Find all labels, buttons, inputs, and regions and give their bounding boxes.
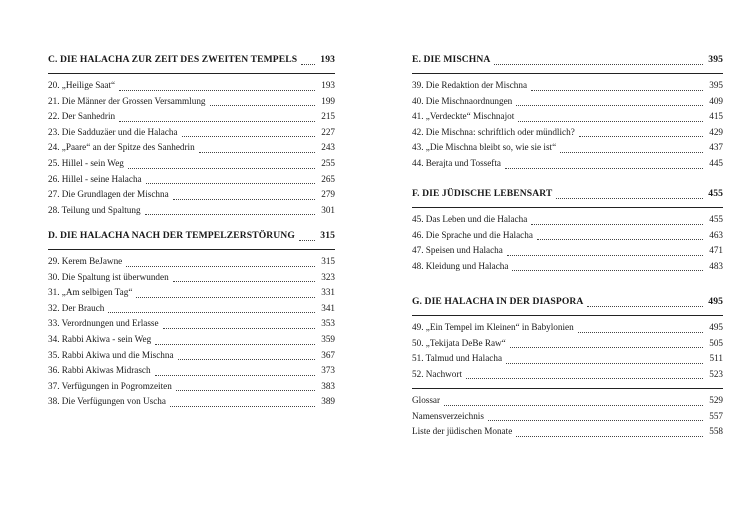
heading-label: D. DIE HALACHA NACH DER TEMPELZERSTÖRUNG	[48, 230, 295, 241]
toc-entry	[48, 316, 335, 332]
heading-label: G. DIE HALACHA IN DER DIASPORA	[412, 296, 584, 307]
leader-dots	[488, 419, 703, 421]
toc-entry	[48, 363, 335, 379]
section-heading	[412, 186, 723, 202]
entry-label: 36. Rabbi Akiwas Midrasch	[48, 365, 151, 376]
entry-page: 429	[709, 126, 723, 137]
toc-entry	[412, 243, 723, 259]
entry-page: 323	[321, 271, 335, 282]
entry-page: 373	[321, 365, 335, 376]
heading-page: 455	[708, 188, 723, 199]
entry-label: 35. Rabbi Akiwa und die Mischna	[48, 349, 174, 360]
section-heading	[412, 52, 723, 68]
entry-label: 49. „Ein Tempel im Kleinen“ in Babylonien	[412, 322, 574, 332]
leader-dots	[173, 198, 315, 200]
section-rule	[48, 73, 335, 74]
entry-label: 21. Die Männer der Grossen Versammlung	[48, 95, 206, 106]
entry-label: 28. Teilung und Spaltung	[48, 204, 141, 215]
leader-dots	[199, 151, 315, 153]
entry-label: 33. Verordnungen und Erlasse	[48, 318, 159, 329]
leader-dots	[145, 213, 315, 215]
leader-dots	[136, 296, 315, 298]
section-g	[412, 294, 723, 310]
heading-label: F. DIE JÜDISCHE LEBENSART	[412, 188, 553, 199]
entry-page: 495	[709, 322, 723, 332]
entry-page: 367	[321, 349, 335, 360]
toc-entry	[48, 301, 335, 317]
entry-label: Namensverzeichnis	[412, 410, 484, 421]
toc-entry	[48, 187, 335, 203]
toc-entry	[48, 203, 335, 219]
entry-page: 557	[709, 410, 723, 421]
toc-entry	[48, 332, 335, 348]
leader-dots	[146, 182, 315, 184]
leader-dots	[178, 358, 315, 360]
leader-dots	[516, 104, 703, 106]
toc-entry	[412, 212, 723, 228]
entry-label: 40. Die Mischnaordnungen	[412, 95, 513, 106]
entry-label: 48. Kleidung und Halacha	[412, 260, 509, 271]
entry-page: 437	[709, 142, 723, 153]
section-rule	[48, 249, 335, 250]
entry-label: 24. „Paare“ an der Spitze des Sanhedrin	[48, 142, 195, 153]
entry-label: 50. „Tekijata DeBe Raw“	[412, 337, 506, 348]
toc-entry	[48, 285, 335, 301]
leader-dots	[537, 238, 703, 240]
toc-entry	[412, 409, 723, 425]
entry-page: 529	[709, 395, 723, 405]
entry-label: 34. Rabbi Akiwa - sein Weg	[48, 333, 152, 344]
leader-dots	[507, 254, 703, 256]
section-c-entries	[48, 78, 335, 218]
section-e	[412, 52, 723, 68]
leader-dots	[512, 269, 703, 271]
entry-page: 193	[321, 80, 335, 90]
entry-page: 265	[321, 173, 335, 184]
toc-entry	[48, 172, 335, 188]
leader-dots	[155, 374, 315, 376]
leader-dots	[170, 405, 315, 407]
section-rule	[412, 73, 723, 74]
heading-page: 315	[320, 230, 335, 241]
section-heading	[48, 52, 335, 68]
heading-page: 495	[708, 296, 723, 307]
toc-entry	[412, 336, 723, 352]
leader-dots	[108, 311, 315, 313]
toc-entry	[412, 125, 723, 141]
right-page	[375, 0, 750, 530]
entry-label: 22. Der Sanhedrin	[48, 111, 116, 122]
leader-dots	[516, 435, 703, 437]
entry-page: 353	[321, 318, 335, 329]
heading-label: C. DIE HALACHA ZUR ZEIT DES ZWEITEN TEMPELS	[48, 54, 298, 65]
entry-page: 331	[321, 287, 335, 298]
section-heading	[412, 294, 723, 310]
toc-entry	[412, 351, 723, 367]
leader-dots	[531, 223, 703, 225]
toc-entry	[48, 109, 335, 125]
entry-label: 20. „Heilige Saat“	[48, 80, 116, 90]
toc-entry	[412, 78, 723, 94]
leader-dots	[466, 377, 703, 379]
leader-dots	[119, 89, 315, 91]
toc-entry	[412, 94, 723, 110]
entry-label: 44. Berajta und Tossefta	[412, 157, 501, 168]
entry-page: 395	[709, 80, 723, 90]
entry-label: 38. Die Verfügungen von Uscha	[48, 396, 166, 407]
entry-label: 32. Der Brauch	[48, 302, 105, 313]
leader-dots	[163, 327, 315, 329]
toc-entry	[412, 424, 723, 440]
leader-dots	[587, 305, 703, 307]
toc-entry	[412, 109, 723, 125]
entry-page: 359	[321, 333, 335, 344]
leader-dots	[444, 404, 703, 406]
entry-page: 409	[709, 95, 723, 106]
toc-entry	[412, 367, 723, 383]
entry-label: 43. „Die Mischna bleibt so, wie sie ist“	[412, 142, 557, 153]
leader-dots	[578, 331, 703, 333]
entry-label: 52. Nachwort	[412, 368, 463, 379]
leader-dots	[518, 120, 703, 122]
section-d-entries	[48, 254, 335, 410]
section-g-entries	[412, 320, 723, 382]
toc-entry	[48, 254, 335, 270]
entry-page: 315	[321, 256, 335, 266]
leader-dots	[210, 104, 315, 106]
section-f	[412, 186, 723, 202]
entry-page: 523	[709, 368, 723, 379]
toc-entry	[48, 140, 335, 156]
section-d	[48, 228, 335, 244]
toc-entry	[412, 156, 723, 172]
entry-page: 215	[321, 111, 335, 122]
entry-label: 51. Talmud und Halacha	[412, 353, 503, 364]
toc-entry	[412, 228, 723, 244]
section-f-entries	[412, 212, 723, 274]
entry-page: 445	[709, 157, 723, 168]
toc-entry	[48, 348, 335, 364]
toc-entry	[48, 270, 335, 286]
leader-dots	[505, 167, 703, 169]
entry-page: 415	[709, 111, 723, 122]
leader-dots	[176, 389, 315, 391]
entry-page: 255	[321, 157, 335, 168]
toc-entry	[412, 140, 723, 156]
entry-label: 39. Die Redaktion der Mischna	[412, 80, 528, 90]
entry-page: 483	[709, 260, 723, 271]
toc-entry	[412, 259, 723, 275]
entry-page: 505	[709, 337, 723, 348]
section-c	[48, 52, 335, 68]
leader-dots	[128, 167, 315, 169]
heading-page: 193	[320, 54, 335, 65]
entry-label: Liste der jüdischen Monate	[412, 426, 513, 437]
section-rule	[412, 207, 723, 208]
entry-page: 558	[709, 426, 723, 437]
toc-entry	[48, 394, 335, 410]
section-heading	[48, 228, 335, 244]
entry-label: 30. Die Spaltung ist überwunden	[48, 271, 169, 282]
section-rule	[412, 315, 723, 316]
entry-page: 389	[321, 396, 335, 407]
entry-label: 42. Die Mischna: schriftlich oder mündlich?	[412, 126, 575, 137]
section-rule	[412, 388, 723, 389]
toc-entry	[48, 379, 335, 395]
leader-dots	[531, 89, 703, 91]
entry-page: 279	[321, 189, 335, 200]
leader-dots	[155, 343, 315, 345]
entry-label: 29. Kerem BeJawne	[48, 256, 123, 266]
toc-entry	[48, 78, 335, 94]
heading-page: 395	[708, 54, 723, 65]
appendix-entries	[412, 393, 723, 440]
toc-entry	[412, 393, 723, 409]
toc-entry	[48, 94, 335, 110]
entry-page: 341	[321, 302, 335, 313]
entry-label: 47. Speisen und Halacha	[412, 245, 503, 256]
entry-label: 27. Die Grundlagen der Mischna	[48, 189, 169, 200]
toc-entry	[48, 125, 335, 141]
leader-dots	[510, 346, 703, 348]
leader-dots	[173, 280, 315, 282]
leader-dots	[506, 362, 703, 364]
entry-page: 243	[321, 142, 335, 153]
entry-page: 463	[709, 229, 723, 240]
entry-label: 25. Hillel - sein Weg	[48, 157, 124, 168]
entry-label: 45. Das Leben und die Halacha	[412, 214, 528, 224]
entry-page: 511	[709, 353, 723, 364]
toc-entry	[48, 156, 335, 172]
leader-dots	[126, 265, 315, 267]
entry-label: 46. Die Sprache und die Halacha	[412, 229, 533, 240]
entry-label: 23. Die Sadduzäer und die Halacha	[48, 126, 178, 137]
entry-label: 41. „Verdeckte“ Mischnajot	[412, 111, 515, 122]
entry-page: 383	[321, 380, 335, 391]
leader-dots	[119, 120, 315, 122]
leader-dots	[301, 63, 315, 65]
leader-dots	[556, 197, 703, 199]
toc-entry	[412, 320, 723, 336]
section-e-entries	[412, 78, 723, 172]
entry-label: 37. Verfügungen in Pogromzeiten	[48, 380, 172, 391]
heading-label: E. DIE MISCHNA	[412, 54, 491, 65]
entry-label: Glossar	[412, 395, 441, 405]
entry-label: 31. „Am selbigen Tag“	[48, 287, 133, 298]
leader-dots	[579, 135, 703, 137]
entry-page: 455	[709, 214, 723, 224]
leader-dots	[299, 239, 315, 241]
entry-page: 301	[321, 204, 335, 215]
entry-page: 471	[709, 245, 723, 256]
leader-dots	[182, 135, 315, 137]
entry-label: 26. Hillel - seine Halacha	[48, 173, 142, 184]
leader-dots	[560, 151, 703, 153]
entry-page: 227	[321, 126, 335, 137]
entry-page: 199	[321, 95, 335, 106]
leader-dots	[494, 63, 703, 65]
